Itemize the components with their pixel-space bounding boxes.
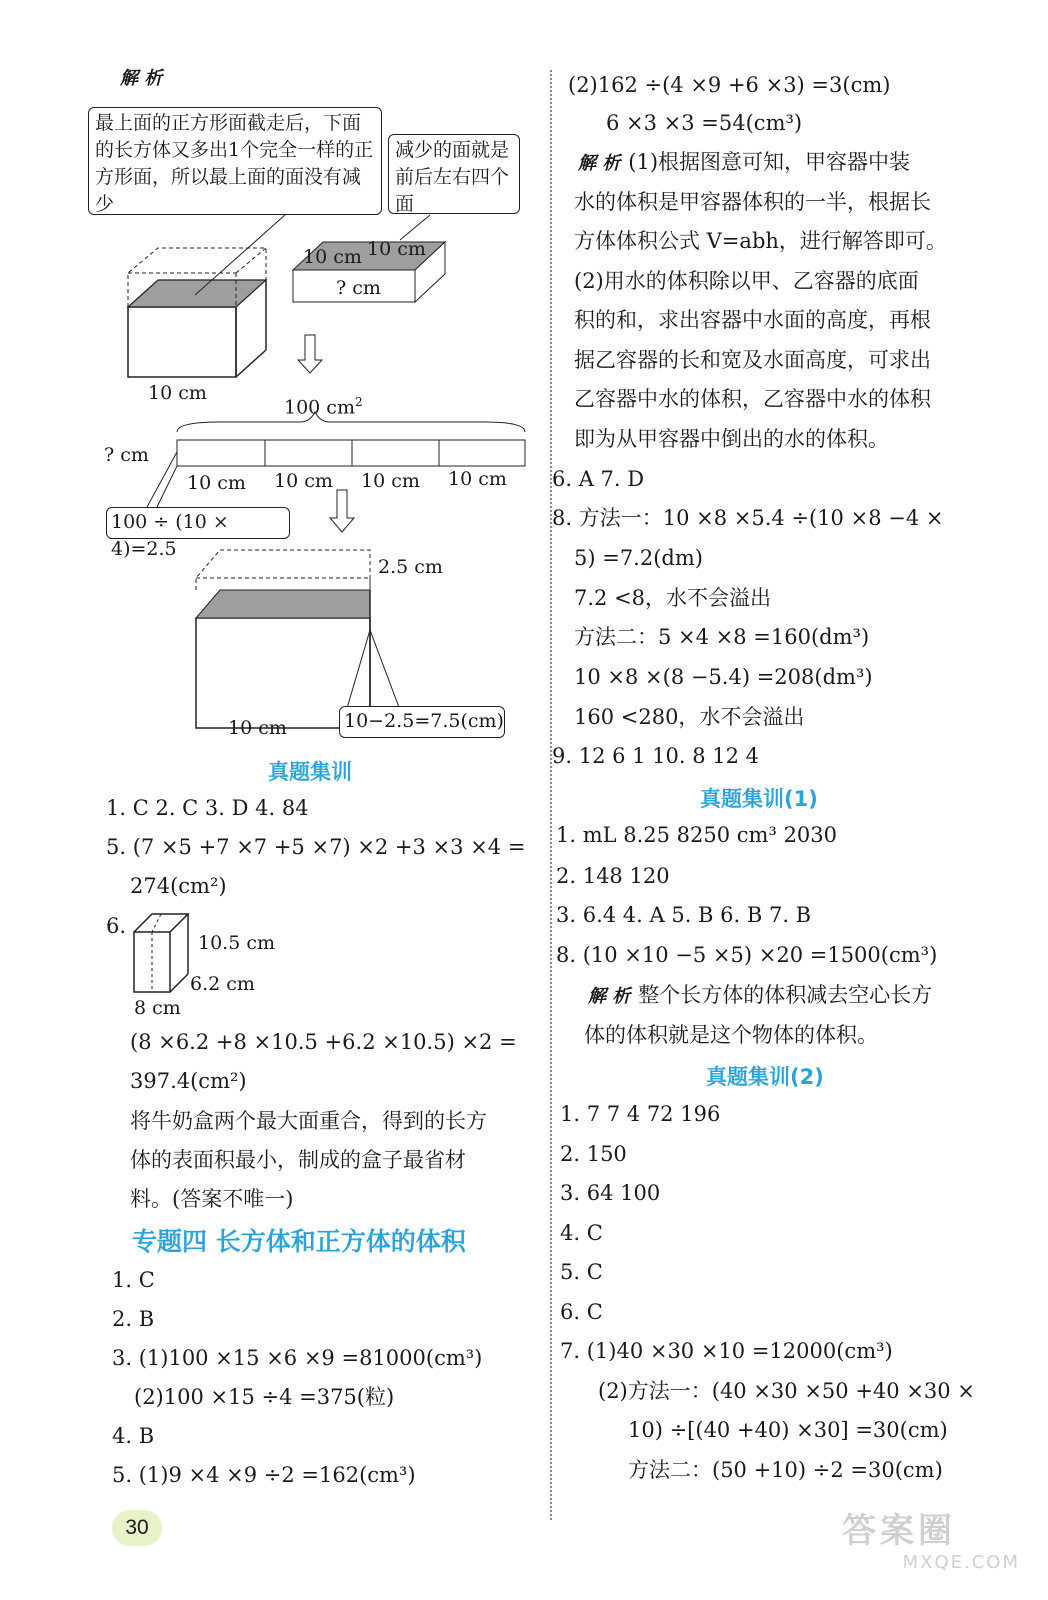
strip-label-4: 10 cm [448,468,507,490]
right-s7: 7. (1)40 ×30 ×10 =12000(cm³) [560,1339,893,1363]
left-line-5a: 5. (7 ×5 +7 ×7 +5 ×7) ×2 +3 ×3 ×4 = [106,835,526,859]
right-line-4: 水的体积是甲容器体积的一半，根据长 [574,190,931,214]
topic-title: 专题四 长方体和正方体的体积 [132,1227,466,1256]
page-number: 30 [112,1510,162,1546]
label-slab-height: ? cm [336,277,381,299]
topic-line-3a: 3. (1)100 ×15 ×6 ×9 =81000(cm³) [112,1346,483,1370]
section-title-2: 真题集训(1) [700,787,818,811]
right-line-16: 10 ×8 ×(8 −5.4) =208(dm³) [574,665,873,689]
cube-1 [128,248,266,377]
cube-2 [196,550,370,728]
strip-label-3: 10 cm [361,470,420,492]
right-line-3: 解 析 (1)根据图意可知，甲容器中装 [578,147,910,179]
column-divider [550,70,552,1520]
label-cube1-edge: 10 cm [148,382,207,404]
milk-box-height: 10.5 cm [198,932,276,954]
strip-label-2: 10 cm [274,470,333,492]
calc-box-2: 10−2.5=7.5(cm) [339,706,505,738]
label-cube2-edge: 10 cm [228,717,287,739]
right-s6: 6. C [560,1300,603,1324]
right-line-18: 9. 12 6 1 10. 8 12 4 [552,744,760,768]
left-line-6e: 料。(答案不唯一) [130,1187,294,1211]
right-line-8: 据乙容器的长和宽及水面高度，可求出 [574,348,931,372]
explanation-box-sides: 减少的面就是前后左右四个面 [388,134,520,214]
right-line-11: 6. A 7. D [552,467,645,491]
jiexi-tag-1: 解 析 [578,153,621,174]
label-25: 2.5 cm [378,556,443,578]
milk-box-length: 8 cm [134,997,181,1019]
label-strip-height: ? cm [104,444,149,466]
right-line-15: 方法二：5 ×4 ×8 =160(dm³) [574,625,870,649]
right-line-21: 3. 6.4 4. A 5. B 6. B 7. B [556,903,812,927]
topic-line-3b: (2)100 ×15 ÷4 =375(粒) [134,1385,395,1409]
right-line-17: 160 <280，水不会溢出 [574,705,805,729]
right-line-5: 方体体积公式 V=abh，进行解答即可。 [574,229,947,253]
right-s9: 10) ÷[(40 +40) ×30] =30(cm) [628,1418,948,1442]
right-line-6: (2)用水的体积除以甲、乙容器的底面 [574,269,919,293]
label-slab-right: 10 cm [367,238,426,260]
jiexi-tag-2: 解 析 [588,986,631,1007]
topic-line-4: 4. B [112,1424,155,1448]
right-s10: 方法二：(50 +10) ÷2 =30(cm) [628,1458,943,1482]
watermark: 答案圈 MXQE.COM [842,1511,1020,1573]
right-s3: 3. 64 100 [560,1181,661,1205]
right-line-19: 1. mL 8.25 8250 cm³ 2030 [556,823,838,847]
milk-box-width: 6.2 cm [190,973,255,995]
right-s5: 5. C [560,1260,603,1284]
left-line-5b: 274(cm²) [130,874,227,898]
left-line-6c: 将牛奶盒两个最大面重合，得到的长方 [130,1109,487,1133]
right-line-10: 即为从甲容器中倒出的水的体积。 [574,427,889,451]
jiexi-label: 解 析 [120,68,163,89]
right-line-24: 体的体积就是这个物体的体积。 [584,1023,878,1047]
left-line-6b: 397.4(cm²) [130,1069,247,1093]
right-line-23: 解 析 整个长方体的体积减去空心长方 [588,980,932,1012]
right-s1: 1. 7 7 4 72 196 [560,1102,721,1126]
label-slab-left: 10 cm [303,246,362,268]
right-s4: 4. C [560,1221,603,1245]
right-line-12: 8. 方法一：10 ×8 ×5.4 ÷(10 ×8 −4 × [552,506,944,530]
explanation-box-top: 最上面的正方形面截走后，下面的长方体又多出1个完全一样的正方形面，所以最上面的面没有减少 [88,107,382,215]
right-line-22: 8. (10 ×10 −5 ×5) ×20 =1500(cm³) [556,943,938,967]
right-line-9: 乙容器中水的体积，乙容器中水的体积 [574,387,931,411]
right-line-1: (2)162 ÷(4 ×9 +6 ×3) =3(cm) [568,73,891,97]
right-line-14: 7.2 <8，水不会溢出 [574,586,772,610]
left-line-6a: (8 ×6.2 +8 ×10.5 +6.2 ×10.5) ×2 = [130,1030,517,1054]
topic-line-2: 2. B [112,1307,155,1331]
section-title-3: 真题集训(2) [706,1065,824,1089]
right-s2: 2. 150 [560,1142,627,1166]
strip-label-1: 10 cm [187,472,246,494]
left-line-1: 1. C 2. C 3. D 4. 84 [106,796,309,820]
right-line-13: 5) =7.2(dm) [574,546,703,570]
calc-box-1: 100 ÷ (10 × 4)=2.5 [106,507,290,539]
right-line-2: 6 ×3 ×3 =54(cm³) [606,111,803,135]
section-title-1: 真题集训 [268,760,352,784]
left-line-6d: 体的表面积最小，制成的盒子最省材 [130,1148,466,1172]
label-area: 100 $cm^2$ [284,395,363,419]
left-line-6: 6. [106,914,127,938]
topic-line-5: 5. (1)9 ×4 ×9 ÷2 =162(cm³) [112,1463,416,1487]
right-line-20: 2. 148 120 [556,864,670,888]
right-line-7: 积的和，求出容器中水面的高度，再根 [574,308,931,332]
topic-line-1: 1. C [112,1268,155,1292]
right-s8: (2)方法一：(40 ×30 ×50 +40 ×30 × [598,1379,975,1403]
